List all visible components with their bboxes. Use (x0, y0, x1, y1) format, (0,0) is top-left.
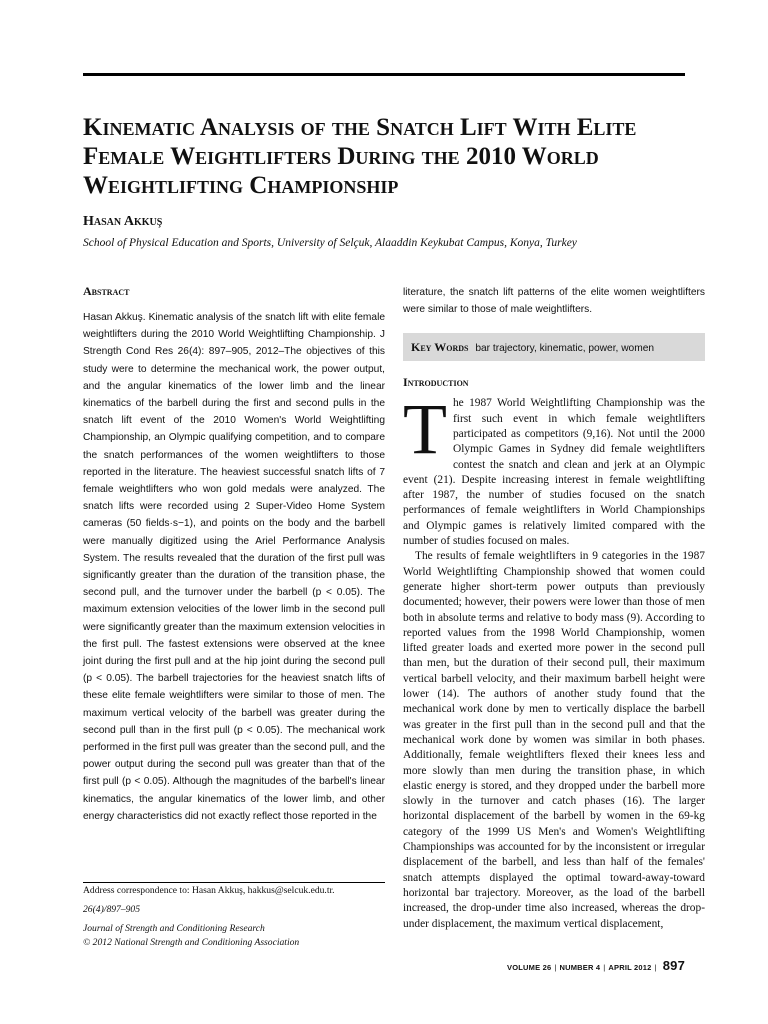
journal-name: Journal of Strength and Conditioning Research (83, 923, 265, 934)
keywords-text: bar trajectory, kinematic, power, women (475, 343, 655, 355)
keywords-box (403, 333, 705, 361)
article-title: Kinematic Analysis of the Snatch Lift With Elite Female Weightlifters During the 2010 World Weightlifting Championship (83, 114, 637, 199)
footer-volume: VOLUME 26 (507, 963, 552, 972)
copyright-note: © 2012 National Strength and Conditioning Association (83, 937, 300, 948)
keywords-label: Key Words (411, 340, 469, 355)
drop-cap: T (403, 389, 447, 470)
abstract-continuation: literature, the snatch lift patterns of the elite women weightlifters were similar to those of male weightlifters. (403, 287, 705, 316)
footer-date: APRIL 2012 (608, 963, 652, 972)
right-column (403, 284, 705, 932)
abstract-heading: Abstract (83, 284, 130, 298)
introduction-heading: Introduction (403, 375, 469, 390)
page-footer (500, 958, 685, 973)
citation-note: 26(4)/897–905 (83, 904, 141, 915)
author-affiliation: School of Physical Education and Sports, University of Selçuk, Alaaddin Keykubat Campus, Konya, Turkey (83, 237, 577, 249)
footer-separator: | (654, 963, 657, 972)
footnote-rule (83, 882, 385, 883)
intro-paragraph-1 (403, 389, 705, 549)
footer-separator: | (603, 963, 606, 972)
footer-number: NUMBER 4 (559, 963, 601, 972)
author-name: Hasan Akkuş (83, 214, 163, 229)
intro-paragraph-1-text: he 1987 World Weightlifting Championship was the first such event in which female weightlifters participated as competitors (9,16). Not until the 2000 Olympic Games in Sydney did female weightlifters contest the snatch and clean and jerk at an Olympic event (21). Despite increasing interest in female weightlifting after 1987, the number of studies focused on the snatch performances of female weightlifters in World Championships and Olympic games is relatively limited compared with the number of studies focused on males. (403, 397, 705, 548)
intro-paragraph-2: The results of female weightlifters in 9 categories in the 1987 World Weightlifting Championship showed that women could generate higher short-term power outputs than previously documented; however, their powers were lower than those of men both in absolute terms and relative to body mass (9). According to reported values from the 1998 World Championship, women lifted greater loads and exerted more power in the second pull than men, but the duration of their second pull, their maximum vertical barbell velocity, and their maximum barbell height were lower (14). The authors of another study found that the mechanical work done by men to vertically displace the barbell was greater in the first pull than in the second pull and that the mechanical work done by women was similar in both phases. Additionally, female weightlifters flexed their knees less and more slowly than men during the transition phase, in which elastic energy is stored, and they dropped under the barbell more slowly in the turnover and catch phases (16). The larger horizontal displacement of the barbell by women in the 69-kg category of the 1999 US Men's and Women's Weightlifting Championships was accounted for by the inconsistent or irregular displacement of the barbell, and less than half of the females' snatch attempts displayed the optimal toward-away-toward horizontal bar trajectory. Moreover, as the load of the barbell increased, the drop-under time also increased, whereas the drop-under displacement, the maximum vertical displacement, (403, 550, 705, 930)
footer-separator: | (554, 963, 557, 972)
footnotes (83, 884, 393, 950)
page-number: 897 (662, 958, 685, 973)
left-column (83, 284, 385, 825)
top-rule (83, 73, 685, 76)
correspondence-note: Address correspondence to: Hasan Akkuş, hakkus@selcuk.edu.tr. (83, 885, 335, 896)
abstract-text: Hasan Akkuş. Kinematic analysis of the snatch lift with elite female weightlifters during the 2010 World Weightlifting Championship. J Strength Cond Res 26(4): 897–905, 2012–The objectives of this study were to determine the mechanical work, the power output, and the angular kinematics of the lower limb and the linear kinematics of the barbell during the first and second pulls in the snatch lift event of the 2010 Women's World Weightlifting Championship, an Olympic qualifying competition, and to compare the snatch performances of the women weightlifters to those reported in the literature. The heaviest successful snatch lifts of 7 female weightlifters who won gold medals were analyzed. The snatch lifts were recorded using 2 Super-Video Home System cameras (50 fields·s−1), and points on the body and the barbell were manually digitized using the Ariel Performance Analysis System. The results revealed that the duration of the first pull was significantly greater than the duration of the transition phase, the second pull, and the turnover under the barbell (p < 0.05). The maximum extension velocities of the lower limb in the second pull were significantly greater than the maximum extension velocities in the first pull. The fastest extensions were observed at the knee joint during the first pull and at the hip joint during the second pull (p < 0.05). The barbell trajectories for the heaviest snatch lifts of these elite female weightlifters were similar to those of men. The maximum vertical velocity of the barbell was greater during the second pull than in the first pull (p < 0.05). The mechanical work performed in the first pull was greater than the second pull, and the power output during the second pull was greater than that of the first pull (p < 0.05). Although the magnitudes of the barbell's linear kinematics, the angular kinematics of the lower limb, and other energy characteristics did not exactly reflect those reported in the (83, 312, 385, 822)
